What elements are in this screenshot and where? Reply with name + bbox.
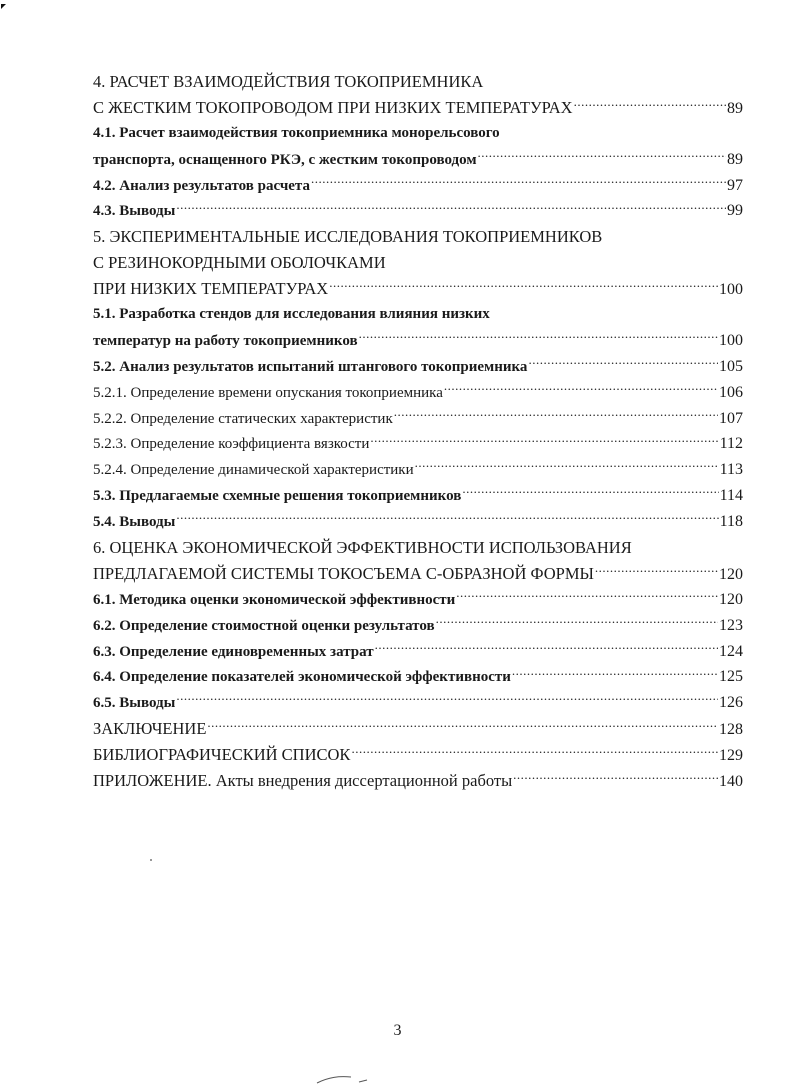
toc-entry-page: 112	[719, 435, 743, 453]
toc-entry-page: 89	[727, 150, 743, 168]
toc-entry	[93, 69, 743, 95]
toc-dot-leader	[176, 200, 726, 215]
toc-entry-title: ПРЕДЛАГАЕМОЙ СИСТЕМЫ ТОКОСЪЕМА С-ОБРАЗНОЙ ФОРМЫ	[93, 563, 594, 583]
toc-dot-leader	[436, 615, 718, 630]
toc-entry-title: ЗАКЛЮЧЕНИЕ	[93, 719, 207, 739]
toc-entry	[93, 587, 743, 613]
toc-entry-page: 106	[719, 383, 743, 401]
toc-entry-page: 123	[719, 616, 743, 634]
toc-dot-leader	[176, 692, 718, 707]
toc-entry-title: С ЖЕСТКИМ ТОКОПРОВОДОМ ПРИ НИЗКИХ ТЕМПЕРАТУРАХ	[93, 97, 573, 117]
toc-dot-leader	[574, 96, 726, 113]
toc-entry	[93, 509, 743, 535]
toc-entry-title: 5.2. Анализ результатов испытаний штангового токоприемника	[93, 358, 528, 375]
toc-entry-title: 5. ЭКСПЕРИМЕНТАЛЬНЫЕ ИССЛЕДОВАНИЯ ТОКОПРИЕМНИКОВ	[93, 227, 603, 247]
toc-entry-title: 5.2.2. Определение статических характеристик	[93, 410, 393, 427]
toc-dot-leader	[456, 589, 718, 604]
toc-entry-page: 120	[719, 565, 743, 583]
toc-dot-leader	[462, 485, 718, 500]
toc-entry-title: 5.4. Выводы	[93, 514, 176, 531]
toc-entry	[93, 276, 743, 302]
toc-entry	[93, 457, 743, 483]
toc-entry-title: 5.2.1. Определение времени опускания токоприемника	[93, 384, 443, 401]
toc-entry	[93, 95, 743, 121]
toc-dot-leader	[478, 149, 726, 164]
toc-entry-page: 125	[719, 668, 743, 686]
scan-corner-mark	[1, 4, 6, 9]
toc-entry-title: ПРИЛОЖЕНИЕ. Акты внедрения диссертационной работы	[93, 771, 513, 791]
toc-entry-page: 129	[719, 747, 743, 765]
toc-dot-leader	[512, 666, 718, 681]
toc-entry	[93, 302, 743, 328]
toc-entry-title: 5.3. Предлагаемые схемные решения токоприемников	[93, 488, 462, 505]
toc-entry-page: 124	[719, 642, 743, 660]
toc-entry	[93, 147, 743, 173]
toc-entry-page: 128	[719, 721, 743, 739]
toc-entry-title: С РЕЗИНОКОРДНЫМИ ОБОЛОЧКАМИ	[93, 253, 386, 273]
toc-entry-page: 113	[719, 461, 743, 479]
toc-dot-leader	[528, 356, 718, 371]
toc-entry	[93, 639, 743, 665]
pen-stroke-mark	[315, 1073, 375, 1087]
toc-dot-leader	[394, 408, 718, 423]
toc-dot-leader	[444, 382, 718, 397]
toc-entry	[93, 380, 743, 406]
toc-entry	[93, 121, 743, 147]
toc-entry-page: 89	[727, 99, 743, 117]
toc-entry-title: 4.2. Анализ результатов расчета	[93, 177, 310, 194]
toc-entry-title: 5.2.3. Определение коэффициента вязкости	[93, 436, 370, 453]
toc-entry-page: 107	[719, 409, 743, 427]
toc-dot-leader	[311, 175, 726, 190]
toc-entry	[93, 613, 743, 639]
toc-entry-title: 5.2.4. Определение динамической характеристики	[93, 462, 414, 479]
toc-entry-page: 114	[719, 487, 743, 505]
toc-entry-page: 97	[727, 176, 743, 194]
toc-entry-title: 6.1. Методика оценки экономической эффективности	[93, 591, 456, 608]
toc-entry	[93, 328, 743, 354]
toc-dot-leader	[351, 744, 718, 761]
toc-entry	[93, 768, 743, 794]
toc-entry	[93, 742, 743, 768]
toc-entry-page: 120	[719, 590, 743, 608]
toc-entry	[93, 250, 743, 276]
toc-entry	[93, 406, 743, 432]
toc-dot-leader	[359, 330, 718, 345]
toc-entry-title: транспорта, оснащенного РКЭ, с жестким токопроводом	[93, 151, 477, 168]
toc-entry	[93, 690, 743, 716]
table-of-contents	[93, 69, 743, 794]
toc-entry	[93, 173, 743, 199]
toc-dot-leader	[513, 770, 718, 787]
toc-dot-leader	[370, 433, 718, 448]
page-number: 3	[393, 1022, 402, 1039]
toc-entry-title: 5.1. Разработка стендов для исследования влияния низких	[93, 306, 490, 323]
toc-entry-page: 118	[719, 513, 743, 531]
toc-entry	[93, 354, 743, 380]
toc-entry-page: 100	[719, 281, 743, 299]
toc-entry	[93, 561, 743, 587]
toc-entry-page: 126	[719, 694, 743, 712]
toc-entry-title: 6.3. Определение единовременных затрат	[93, 643, 374, 660]
toc-dot-leader	[176, 511, 718, 526]
toc-entry	[93, 483, 743, 509]
toc-entry-title: БИБЛИОГРАФИЧЕСКИЙ СПИСОК	[93, 745, 351, 765]
toc-entry	[93, 716, 743, 742]
toc-entry-page: 140	[719, 773, 743, 791]
toc-entry-title: 6. ОЦЕНКА ЭКОНОМИЧЕСКОЙ ЭФФЕКТИВНОСТИ ИСПОЛЬЗОВАНИЯ	[93, 538, 632, 558]
toc-entry-page: 105	[719, 357, 743, 375]
toc-entry-title: 6.2. Определение стоимостной оценки результатов	[93, 617, 435, 634]
toc-dot-leader	[207, 718, 718, 735]
toc-entry	[93, 664, 743, 690]
toc-entry-title: ПРИ НИЗКИХ ТЕМПЕРАТУРАХ	[93, 279, 329, 299]
toc-entry-page: 100	[719, 331, 743, 349]
toc-entry-title: 4.3. Выводы	[93, 203, 176, 220]
toc-entry	[93, 198, 743, 224]
toc-entry	[93, 431, 743, 457]
toc-entry-title: 6.5. Выводы	[93, 695, 176, 712]
toc-dot-leader	[375, 641, 718, 656]
toc-dot-leader	[329, 278, 718, 295]
toc-entry-page: 99	[727, 202, 743, 220]
toc-entry-title: 4. РАСЧЕТ ВЗАИМОДЕЙСТВИЯ ТОКОПРИЕМНИКА	[93, 72, 484, 91]
toc-entry-title: 4.1. Расчет взаимодействия токоприемника монорельсового	[93, 124, 500, 141]
toc-entry	[93, 535, 743, 561]
toc-entry-title: 6.4. Определение показателей экономической эффективности	[93, 669, 511, 686]
toc-dot-leader	[415, 459, 719, 474]
toc-entry	[93, 224, 743, 250]
toc-entry-title: температур на работу токоприемников	[93, 332, 358, 349]
scan-speck	[150, 859, 152, 861]
toc-dot-leader	[595, 562, 718, 579]
